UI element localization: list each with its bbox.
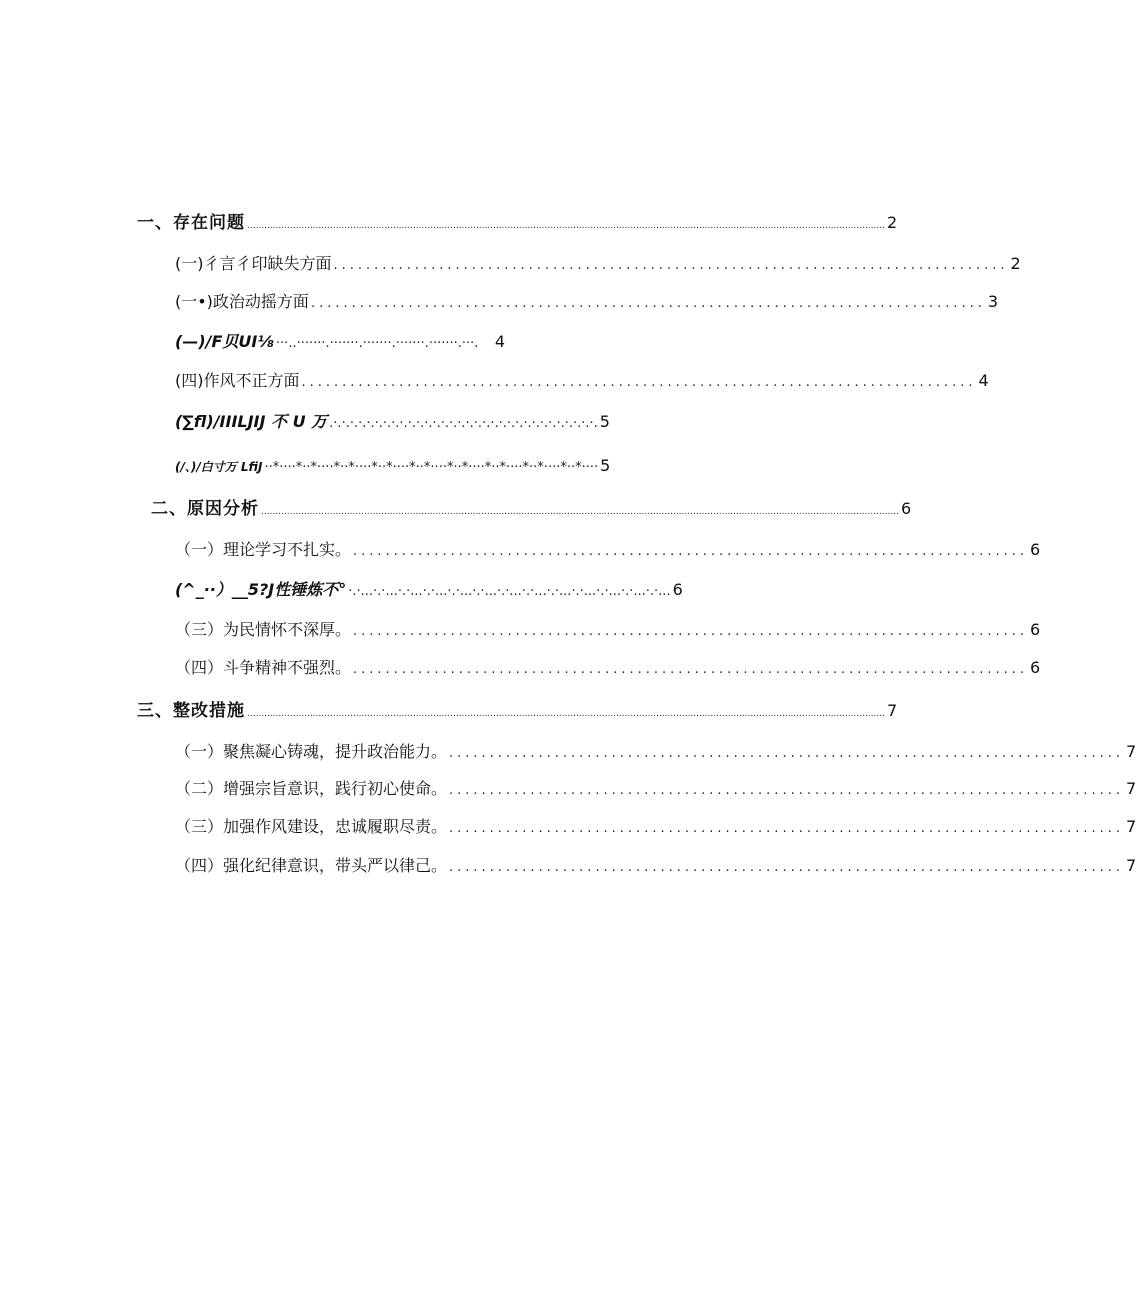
toc-entry-label: 一、存在问题: [137, 213, 245, 233]
toc-leader-dots: ...............................................................................................................................................................................................................................: [261, 507, 899, 517]
toc-entry-s3-3[interactable]: [175, 816, 1136, 840]
toc-leader-dots: ...................................................................................: [353, 544, 1028, 559]
toc-entry-s2-4[interactable]: [175, 657, 1041, 681]
toc-leader-dots: ...................................................................................: [353, 624, 1028, 639]
toc-entry-s1[interactable]: [137, 212, 898, 237]
toc-entry-label: (一)彳言彳印缺失方面: [175, 254, 332, 273]
toc-leader-dots: ...............................................................................................................................................................................................................................: [247, 709, 885, 719]
toc-page-number: 7: [1126, 817, 1136, 836]
toc-leader-dots: ...................................................................................: [449, 746, 1124, 761]
toc-entry-s3[interactable]: [137, 700, 898, 725]
toc-entry-label: （三）为民情怀不深厚。: [175, 620, 352, 639]
toc-entry-s1-6[interactable]: [175, 455, 611, 479]
toc-page-number: 2: [1010, 254, 1021, 273]
toc-leader-dots: ...................................................................................: [333, 258, 1009, 273]
toc-leader-dots: ...................................................................................: [449, 783, 1124, 798]
toc-entry-s1-5[interactable]: [175, 411, 610, 435]
toc-entry-label: （一）理论学习不扎实。: [175, 540, 352, 559]
toc-entry-label: 三、整改措施: [137, 701, 245, 721]
toc-entry-s3-2[interactable]: [175, 778, 1136, 802]
toc-page-number: 5: [600, 456, 611, 475]
toc-entry-label: （一）聚焦凝心铸魂，提升政治能力。: [175, 742, 448, 761]
toc-entry-s2-1[interactable]: [175, 539, 1041, 563]
toc-leader-dots: ...................................................................................: [353, 662, 1028, 677]
toc-entry-label: (∑fl)/IIILJIJ 不 U 万: [175, 412, 328, 431]
toc-entry-s3-1[interactable]: [175, 741, 1136, 765]
toc-page-number: 6: [1030, 540, 1041, 559]
toc-entry-label: (一•)政治动摇方面: [175, 292, 309, 311]
toc-entry-label: （三）加强作风建设，忠诚履职尽责。: [175, 817, 448, 836]
toc-leader-dots: ··*····*··*····*··*····*··*····*··*····*··*····*··*····*··*····*··*····: [264, 460, 599, 475]
toc-entry-label: (—)/F贝UI⅛: [175, 332, 274, 351]
toc-entry-s1-4[interactable]: [175, 370, 989, 394]
toc-page-number: 6: [1030, 620, 1041, 639]
toc-page-number: 7: [886, 701, 898, 720]
toc-entry-s1-1[interactable]: [175, 253, 1021, 277]
toc-page-number: 2: [886, 213, 898, 232]
toc-page-number: 4: [978, 371, 989, 390]
toc-entry-s2-3[interactable]: [175, 619, 1041, 643]
toc-entry-label: (四)作风不正方面: [175, 371, 300, 390]
toc-page-number: 6: [900, 499, 912, 518]
toc-page-number: 6: [1030, 658, 1041, 677]
toc-leader-dots: ...................................................................................: [310, 296, 986, 311]
toc-page-number: 4: [494, 332, 505, 351]
toc-entry-s3-4[interactable]: [175, 855, 1136, 879]
toc-entry-s1-3[interactable]: [175, 331, 505, 355]
toc-entry-s2[interactable]: [151, 498, 912, 523]
toc-leader-dots: ...................................................................................: [449, 860, 1124, 875]
toc-entry-label: （四）斗争精神不强烈。: [175, 658, 352, 677]
toc-entry-s2-2[interactable]: [175, 579, 683, 603]
toc-entry-label: 二、原因分析: [151, 499, 259, 519]
toc-page-number: 3: [987, 292, 999, 311]
toc-page-number: 7: [1126, 856, 1136, 875]
toc-page-number: 7: [1126, 742, 1136, 761]
toc-leader-dots: ...............................................................................................................................................................................................................................: [247, 221, 885, 231]
toc-page-number: 6: [672, 580, 683, 599]
toc-entry-label: （四）强化纪律意识，带头严以律己。: [175, 856, 448, 875]
toc-entry-label: (/、)/白寸万 LfiJ: [175, 460, 263, 474]
toc-leader-dots: ...................................................................................: [449, 821, 1124, 836]
toc-leader-dots: ···..·······.·······.·······.·······.·······.···.: [275, 336, 479, 351]
toc-entry-label: (^_··）__5?J性锤炼不°: [175, 580, 347, 599]
toc-leader-dots: ·.·...·.·...·.·...·.·...·.·...·.·...·.·...·.·...·.·...·.·...·.·...·.·...·.·...: [348, 584, 671, 599]
toc-entry-s1-2[interactable]: [175, 291, 999, 315]
toc-leader-dots: .·.·.·.·.·.·.·.·.·.·.·.·.·.·.·.·.·.·.·.·.·.·.·.·.·.·.·.·.·.·.·.·.: [329, 416, 598, 431]
toc-leader-dots: ...................................................................................: [301, 375, 977, 390]
toc-entry-label: （二）增强宗旨意识，践行初心使命。: [175, 779, 448, 798]
toc-page-number: 7: [1126, 779, 1136, 798]
toc-page-number: 5: [599, 412, 610, 431]
